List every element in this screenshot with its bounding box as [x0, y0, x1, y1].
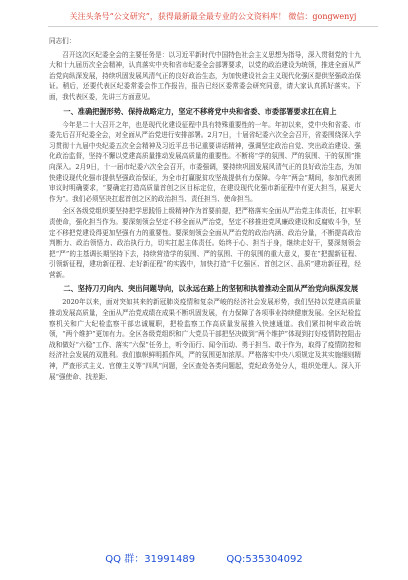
intro-paragraph: 召开这次区纪委全会的主要任务是：以习近平新时代中国特色社会主义思想为指导，深入贯彻党的十九大和十九届历次全会精神，认真落实中央和省市纪委全会部署要求，以党的政治建设为统领，推进全面从严治党向纵深发展，持续巩固发展风清气正的良好政治生态，为加快建设社会主义现代化强区提供坚强政治保证。稍后，还要代表区纪委常委会作工作报告，报告已经区委常委会研究同意，请大家认真抓好落实。下面，我代表区委，先讲三方面意见。 [49, 50, 361, 101]
promo-banner[interactable]: 关注头条号“公文研究”，获得最新最全最专业的公文资料库！ 微信：gongwenyj [48, 8, 378, 27]
qq-contact-label[interactable]: QQ:535304092 [226, 554, 303, 565]
section-heading-1: 一、准确把握形势、保持战略定力，坚定不移将党中央和省委、市委部署要求扛在肩上 [63, 106, 337, 116]
section1-paragraph-1: 今年是二十大召开之年，也是现代化建设征程中具有特殊重要性的一年。年初以来，党中央和省委、市委先后召开纪委全会，对全面从严治党进行安排部署。2月7日，十届省纪委六次全会召开，省委围绕深入学习贯彻十九届中央纪委五次全会精神及习近平总书记重要讲话精神，强调坚定政治自觉、突出政治建设、强化政治监督，坚持不懈以党建高质量推动发展高质量的重要性。不断将“学的氛围、严的氛围、干的氛围”推向深入。2月9日，十一届市纪委六次全会召开，市委强调，要持续巩固发展风清气正的良好政治生态，为加快建设现代化强市提供坚强政治保证，为全市打赢脱贫攻坚战提供有力保障。今年“两会”期间，参加代表团审议时明确要求，“要确定打造高质量首创之区目标定位，在建设现代化强市新征程中有更大担当，展更大作为”。我们必须坚决扛起首创之区的政治担当、责任担当、使命担当。 [49, 120, 361, 203]
section2-paragraph-1: 2020年以来，面对突如其来的新冠肺炎疫情和复杂严峻的经济社会发展形势，我们坚持以党建高质量推动发展高质量，全面从严治党成绩在成果不断巩固发展，有力保障了各项事业持续健康发展。全区纪检监察机关和广大纪检监察干部忠诚履职，把检监察工作高质量发展推入快速通道。我们紧扣树牢政治统领，“两个维护”更加有力。全区各级党组织和广大党员干部把坚决做到“两个维护”体现到打好疫情防控阻击战和做好“六稳”工作、落实“六保”任务上，听令而行、闻令而动、勇于担当、敢于作为，取得了疫情防控和经济社会发展的双胜利。我们旗帜鲜明抓作风，严的氛围更加浓厚。严格落实中央八项规定及其实施细则精神，严查形式主义、官僚主义等“四风”问题，全区查处各类问题起，党纪政务处分人，组织处理人。深入开展“强使命、找差距、 [49, 298, 361, 381]
qq-group-label[interactable]: QQ 群：31991489 [105, 554, 196, 565]
greeting: 同志们： [49, 37, 76, 45]
section-heading-2: 二、坚持刀刃向内、突出问题导向，以永远在路上的坚韧和执着推动全面从严治党向纵深发展 [63, 284, 359, 294]
contact-footer [0, 548, 408, 572]
document-body [49, 36, 361, 384]
section1-paragraph-2: 全区各级党组织要坚持把学思践悟上级精神作为首要前提，把严格落实全面从严治党主体责任，扛牢职责使命，强化担当作为。要深刻领会坚定不移全面从严治党，坚定不移推进党风廉政建设和反腐败斗争，坚定不移把党建设得更加坚强有力的重要性。要深刻领会全面从严治党的政治内涵、政治分量，不断提高政治判断力、政治领悟力、政治执行力，切实扛起主体责任。始终于心、担当于身，继续走好干，要深刻领会把“严”的主基调长期坚持下去，持续营造学的氛围、严的氛围、干的氛围的重大意义，要在“把握新征程、引领新征程，建功新征程、走好新征程”的实践中，加快打造“千亿强区、首创之区、品质”建功新征程，经营新。 [49, 207, 361, 279]
